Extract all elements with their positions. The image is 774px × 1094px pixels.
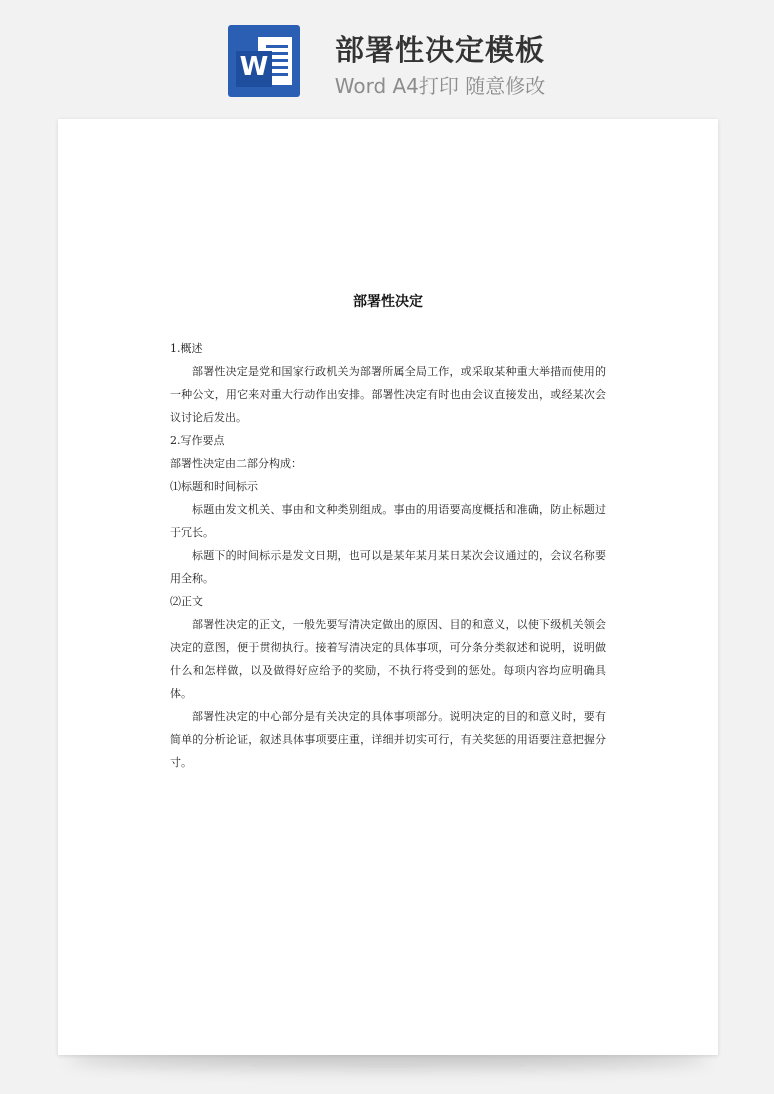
- document-paragraph: 部署性决定是党和国家行政机关为部署所属全局工作，或采取某种重大举措而使用的一种公文，用它来对重大行动作出安排。部署性决定有时也由会议直接发出，或经某次会议讨论后发出。: [170, 365, 606, 424]
- document-paragraph: 部署性决定的正文，一般先要写清决定做出的原因、目的和意义，以使下级机关领会决定的意图，便于贯彻执行。接着写清决定的具体事项，可分条分类叙述和说明，说明做什么和怎样做，以及做得好应给予的奖励，不执行将受到的惩处。每项内容均应明确具体。: [170, 618, 606, 700]
- word-icon-letter: W: [239, 52, 269, 82]
- document-page: [58, 119, 718, 1055]
- header: [0, 0, 774, 118]
- document-paragraph: ⑵正文: [170, 595, 203, 608]
- word-icon: [228, 25, 300, 97]
- document-title: 部署性决定: [353, 294, 423, 310]
- header-title: 部署性决定模板: [334, 33, 545, 67]
- document-paragraph: 标题下的时间标示是发文日期，也可以是某年某月某日某次会议通过的，会议名称要用全称。: [170, 549, 606, 585]
- document-paragraph: 部署性决定由二部分构成：: [170, 457, 302, 470]
- document-paragraph: ⑴标题和时间标示: [170, 480, 258, 493]
- document-body: [170, 337, 606, 774]
- header-subtitle: Word A4打印 随意修改: [334, 74, 546, 98]
- document-paragraph: 标题由发文机关、事由和文种类别组成。事由的用语要高度概括和准确，防止标题过于冗长。: [170, 503, 606, 539]
- document-paragraph: 部署性决定的中心部分是有关决定的具体事项部分。说明决定的目的和意义时，要有简单的分析论证，叙述具体事项要庄重，详细并切实可行，有关奖惩的用语要注意把握分寸。: [170, 710, 606, 769]
- document-paragraph: 1.概述: [170, 342, 203, 355]
- document-paragraph: 2.写作要点: [170, 434, 225, 447]
